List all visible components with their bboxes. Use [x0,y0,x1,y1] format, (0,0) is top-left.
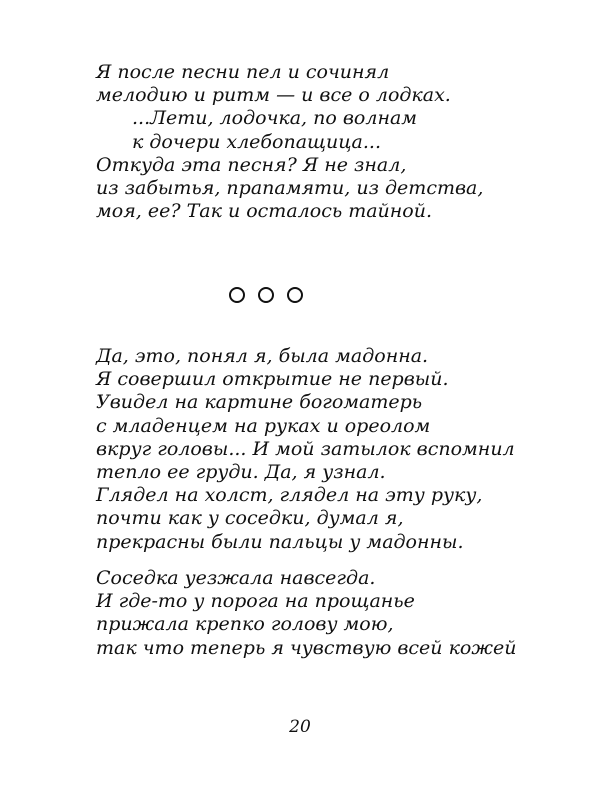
poem-line: из забытья, прапамяти, из детства, [96,177,484,200]
poem-line: почти как у соседки, думал я, [96,507,404,530]
circle-ornament-icon [287,287,303,303]
poem-line: Соседка уезжала навсегда. [96,567,376,589]
poem-line: тепло ее груди. Да, я узнал. [96,461,386,484]
section-divider [229,287,303,303]
poem-line: Да, это, понял я, была мадонна. [96,345,429,367]
poem-stanza-1 [96,61,483,223]
poem-line: Увидел на картине богоматерь [96,391,423,414]
poem-line: Глядел на холст, глядел на эту руку, [96,484,483,507]
poem-line: вкруг головы... И мой затылок вспомнил [96,437,515,460]
poem-line: моя, ее? Так и осталось тайной. [96,200,433,223]
poem-line-indented: ...Лети, лодочка, по волнам [132,107,418,130]
page-number: 20 [289,717,311,737]
poem-line: прекрасны были пальцы у мадонны. [96,530,464,553]
poem-line: с младенцем на руках и ореолом [96,414,431,437]
poem-line: Откуда эта песня? Я не знал, [96,153,407,176]
circle-ornament-icon [258,287,274,303]
poem-line: мелодию и ритм — и все о лодках. [96,84,451,107]
poem-line: Я совершил открытие не первый. [96,368,449,391]
circle-ornament-icon [229,287,245,303]
poem-line: Я после песни пел и сочинял [96,61,390,83]
poem-stanza-3 [96,567,516,660]
poem-line: так что теперь я чувствую всей кожей [96,636,517,659]
poem-line: прижала крепко голову мою, [96,613,394,636]
poem-line-indented: к дочери хлебопащица... [132,130,381,153]
poem-stanza-2 [96,345,515,554]
poem-line: И где-то у порога на прощанье [96,590,415,613]
